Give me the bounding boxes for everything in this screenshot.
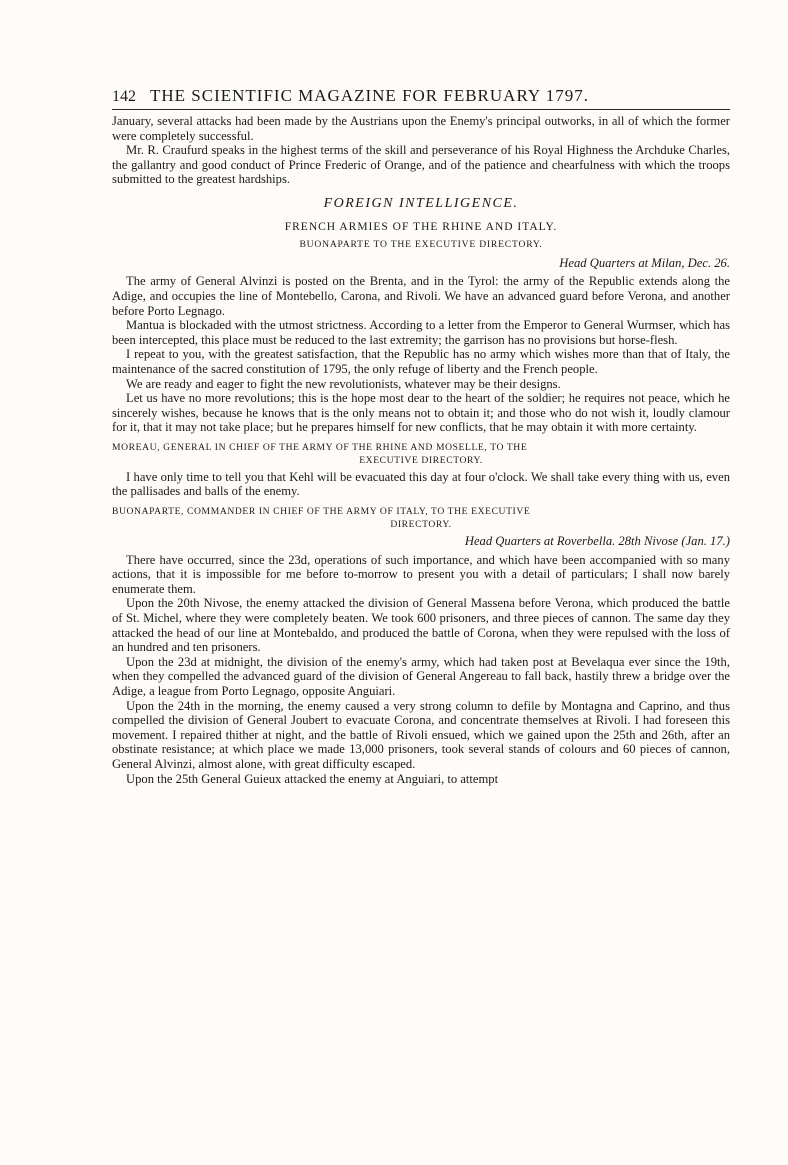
letter3-dateline: Head Quarters at Roverbella. 28th Nivose (Jan. 17.) (464, 534, 730, 549)
letter1-paragraph-1: The army of General Alvinzi is posted on the Brenta, and in the Tyrol: the army of the Republic extends along the Adige, and occupies the line of Montebello, Carona, and Rivoli. We have an advanced guard before Verona, and another before Porto Legnago. (112, 274, 730, 318)
body-text (112, 114, 730, 786)
running-title: THE SCIENTIFIC MAGAZINE FOR FEBRUARY 1797. (150, 86, 590, 105)
letter3-paragraph-5: Upon the 25th General Guieux attacked the enemy at Anguiari, to attempt (126, 771, 499, 786)
letter3-paragraph-3: Upon the 23d at midnight, the division of the enemy's army, which had taken post at Bevelaqua ever since the 19th, when they compelled the advanced guard of the division of General Angereau to fall back, hastily threw a bridge over the Adige, a league from Porto Legnago, opposite Anguiari. (112, 654, 730, 698)
page-number: 142 (112, 88, 136, 105)
letter3-heading-line2: DIRECTORY. (390, 519, 452, 531)
letter2-heading-line2: EXECUTIVE DIRECTORY. (359, 454, 483, 466)
letter1-heading: BUONAPARTE TO THE EXECUTIVE DIRECTORY. (299, 239, 543, 251)
letter3-heading-line1: BUONAPARTE, COMMANDER IN CHIEF OF THE ARMY OF ITALY, TO THE EXECUTIVE (112, 506, 531, 518)
letter1-paragraph-5: Let us have no more revolutions; this is the hope most dear to the heart of the soldier; he requires not peace, which he sincerely wishes, because he knows that is the only means not to obtain it; and those who do not wish it, loudly clamour for it, that it may not take place; but he prepares himself for new conflicts, that he may obtain it with more certainty. (112, 391, 730, 435)
running-head (112, 86, 730, 110)
letter1-paragraph-2: Mantua is blockaded with the utmost strictness. According to a letter from the Emperor to General Wurmser, which has been intercepted, this place must be reduced to the last extremity; the garrison has no provisions but horse-flesh. (112, 318, 730, 347)
section-title: FOREIGN INTELLIGENCE. (323, 195, 519, 211)
letter1-paragraph-4: We are ready and eager to fight the new revolutionists, whatever may be their designs. (126, 376, 561, 391)
letter1-paragraph-3: I repeat to you, with the greatest satisfaction, that the Republic has no army which wishes more than that of Italy, the maintenance of the sacred constitution of 1795, the only refuge of liberty and the French people. (112, 347, 730, 376)
letter3-paragraph-4: Upon the 24th in the morning, the enemy caused a very strong column to defile by Montagna and Caprino, and thus compelled the division of General Joubert to evacuate Corona, and concentrate themselves at Rivoli. I had foreseen this movement. I repaired thither at night, and the battle of Rivoli ensued, which we gained upon the 25th and 26th, after an obstinate resistance; at which place we made 13,000 prisoners, took several stands of colours and 60 pieces of cannon, General Alvinzi, almost alone, with great difficulty escaped. (112, 698, 730, 771)
letter3-paragraph-1: There have occurred, since the 23d, operations of such importance, and which have been accompanied with so many actions, that it is impossible for me before to-morrow to present you with a detail of particulars; I shall now barely enumerate them. (112, 552, 730, 596)
letter2-paragraph: I have only time to tell you that Kehl will be evacuated this day at four o'clock. We shall take every thing with us, even the pallisades and balls of the enemy. (112, 469, 730, 499)
intro-paragraph-1: January, several attacks had been made by the Austrians upon the Enemy's principal outworks, in all of which the former were completely successful. (112, 114, 730, 143)
letter1-dateline: Head Quarters at Milan, Dec. 26. (559, 255, 730, 270)
section-subhead: FRENCH ARMIES OF THE RHINE AND ITALY. (284, 220, 558, 233)
letter3-paragraph-2: Upon the 20th Nivose, the enemy attacked the division of General Massena before Verona, which produced the battle of St. Michel, where they were completely beaten. We took 600 prisoners, and three pieces of cannon. The same day they attacked the head of our line at Montebaldo, and produced the battle of Corona, when they were repulsed with the loss of an hundred and ten prisoners. (112, 596, 730, 655)
letter2-heading-line1: MOREAU, GENERAL IN CHIEF OF THE ARMY OF THE RHINE AND MOSELLE, TO THE (112, 441, 528, 453)
intro-paragraph-2: Mr. R. Craufurd speaks in the highest terms of the skill and perseverance of his Royal Highness the Archduke Charles, the gallantry and good conduct of Prince Frederic of Orange, and of the patience and chearfulness with which the troops submitted to the greatest hardships. (112, 143, 730, 187)
